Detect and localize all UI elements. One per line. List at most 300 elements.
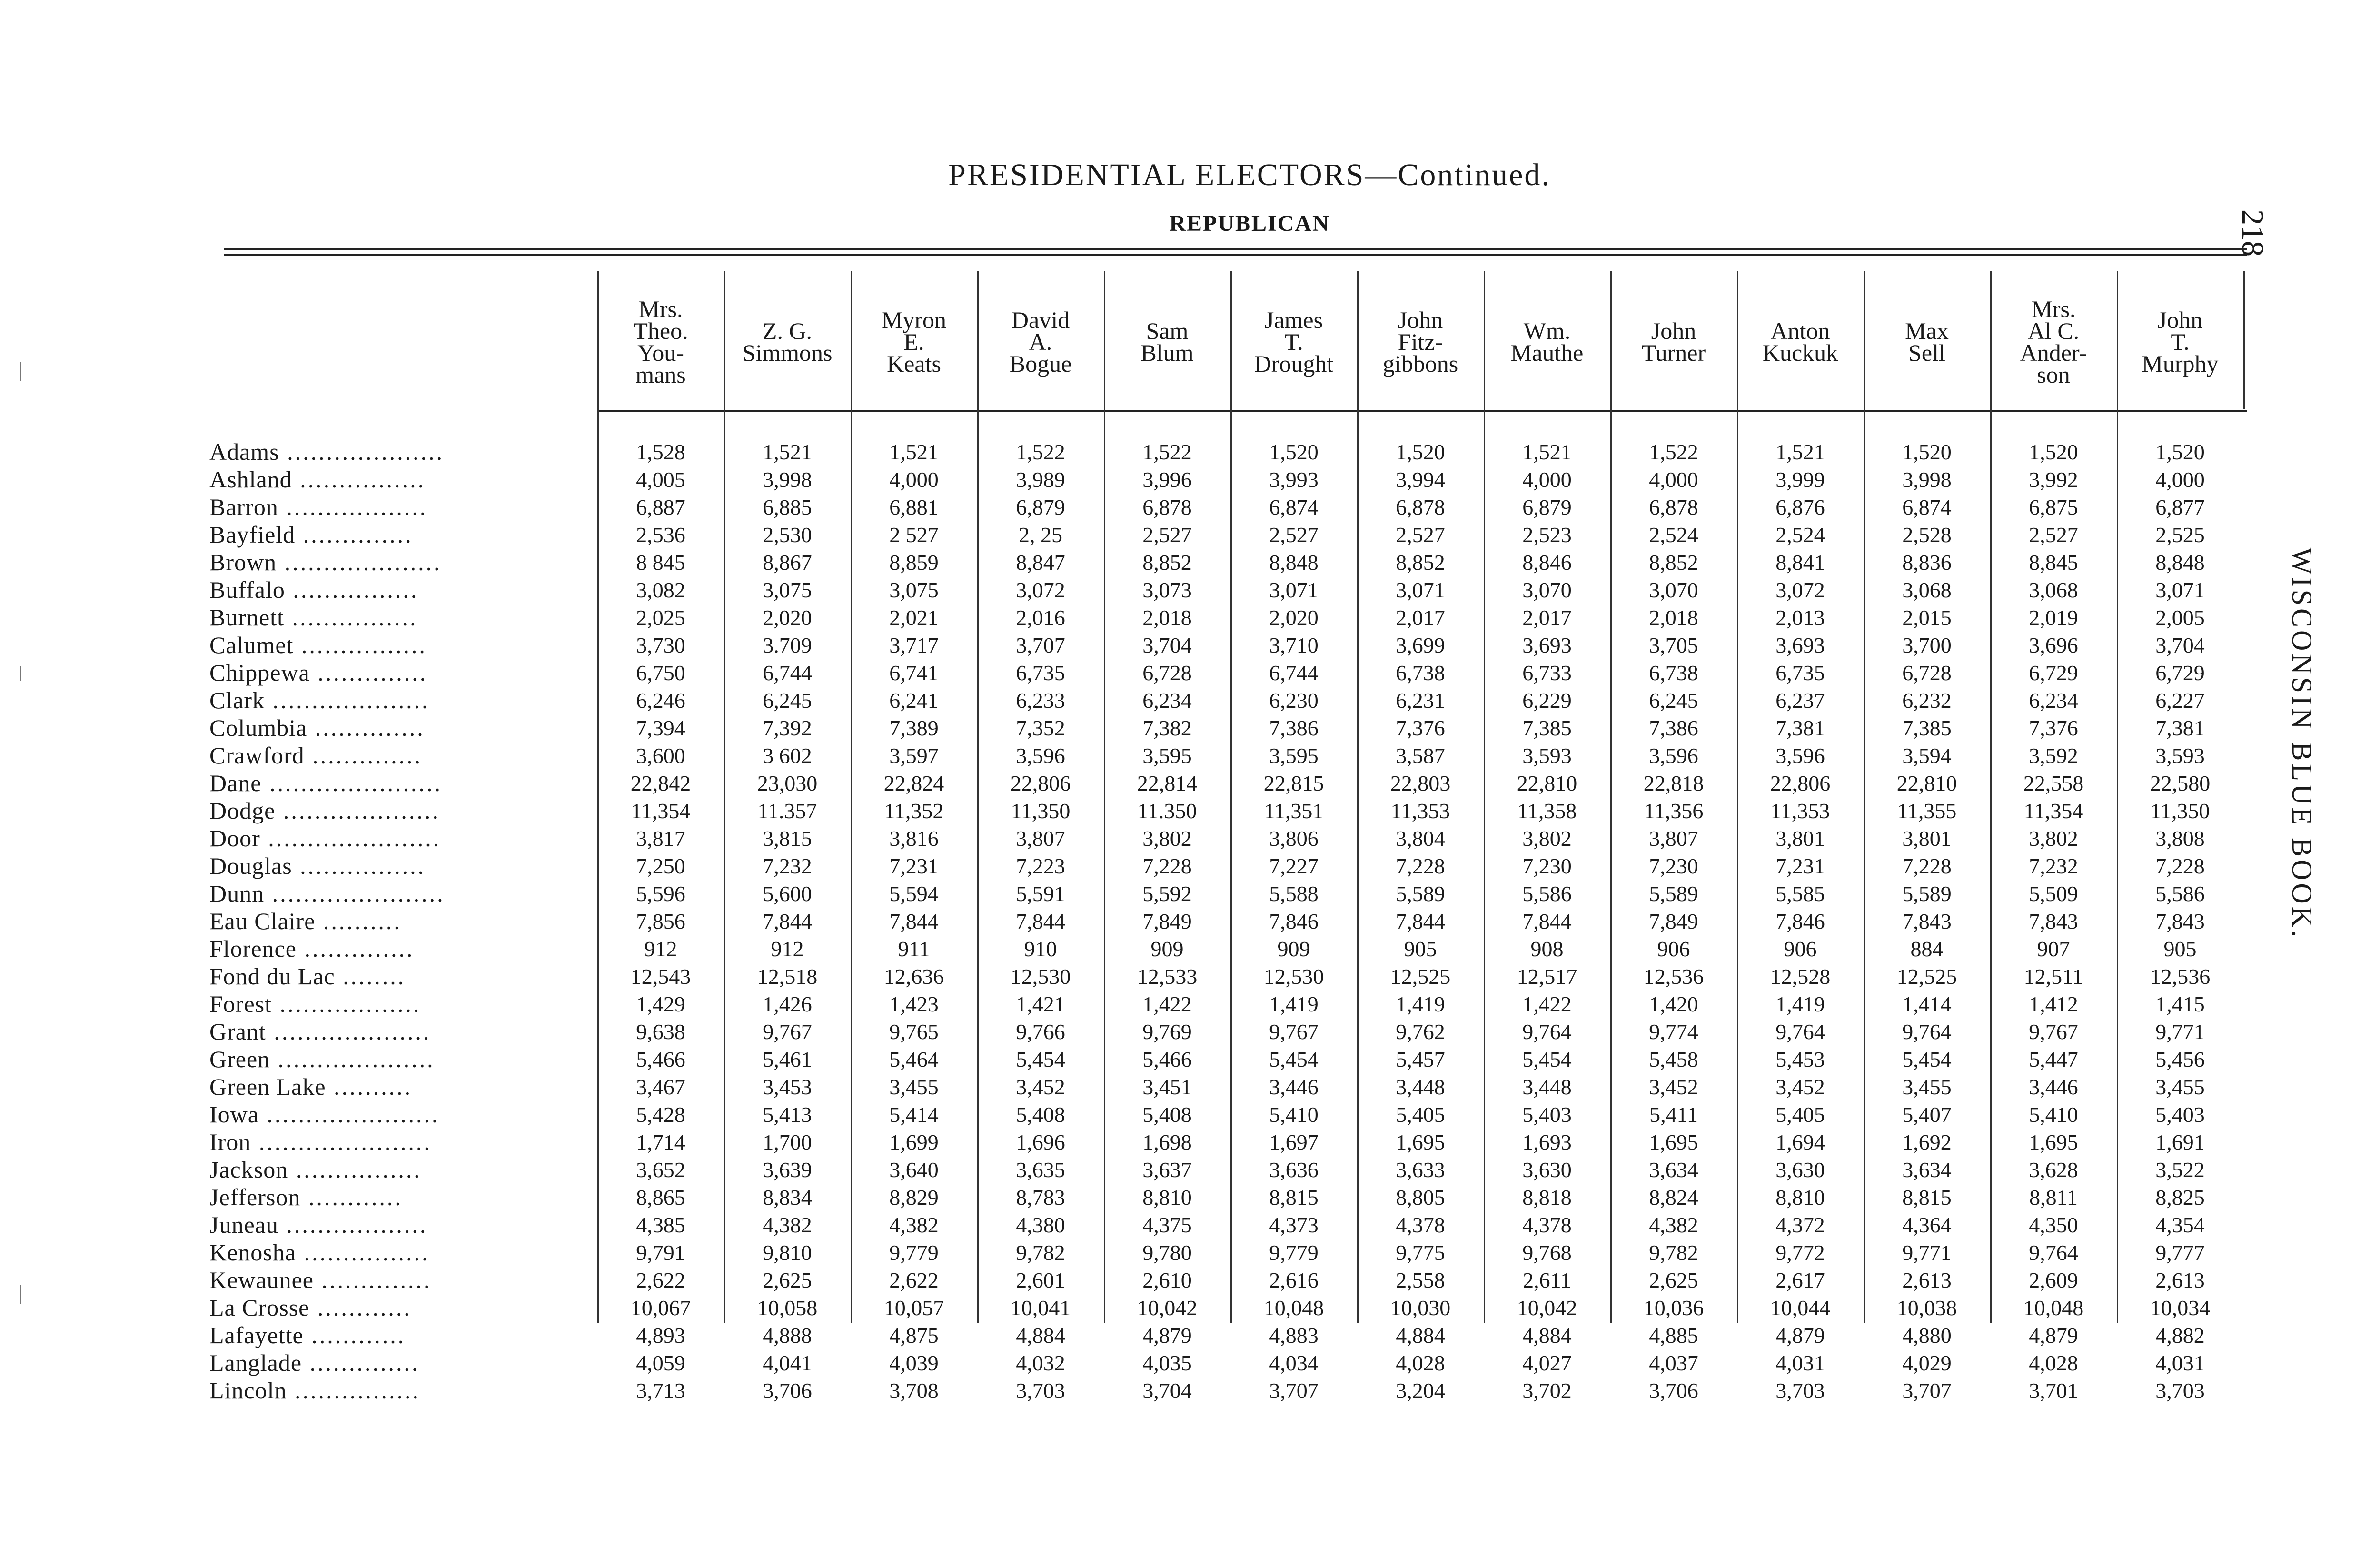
vote-count: 3,816 <box>889 826 939 851</box>
vote-count: 3,446 <box>1269 1074 1319 1099</box>
vote-count: 2,015 <box>1902 605 1952 630</box>
vote-count: 2,622 <box>636 1268 685 1292</box>
vote-count: 8,836 <box>1902 550 1952 575</box>
vote-count: 5,411 <box>1649 1102 1698 1127</box>
vote-count: 3 602 <box>763 743 812 768</box>
vote-count: 6,879 <box>1522 495 1572 519</box>
vote-count: 4,364 <box>1902 1212 1952 1237</box>
vote-count: 3,808 <box>2155 826 2205 851</box>
vote-count: 2,020 <box>1269 605 1319 630</box>
vote-count: 4,382 <box>889 1212 939 1237</box>
vote-count: 2,017 <box>1522 605 1572 630</box>
vote-count: 7,844 <box>889 909 939 933</box>
column-header-label: Mrs. Theo. You- mans <box>633 296 688 388</box>
vote-count: 3,703 <box>2155 1378 2205 1403</box>
vote-count: 3,713 <box>636 1378 685 1403</box>
vote-count: 6,744 <box>1269 660 1319 685</box>
vote-count: 7,231 <box>889 853 939 878</box>
vote-count: 3,068 <box>2029 577 2078 602</box>
vote-count: 6,234 <box>1142 688 1192 713</box>
vote-count: 4,000 <box>889 467 939 492</box>
leader-dots: .................... <box>277 549 442 575</box>
table-row <box>209 1377 2243 1404</box>
vote-count: 3,802 <box>1522 826 1572 851</box>
vote-count: 12,543 <box>630 964 691 989</box>
table-row <box>209 1266 2243 1294</box>
vote-count: 2,016 <box>1016 605 1065 630</box>
vote-count: 3,595 <box>1269 743 1319 768</box>
vote-count: 5,453 <box>1775 1047 1825 1071</box>
vote-count: 23,030 <box>757 771 818 795</box>
vote-count: 2,610 <box>1142 1268 1192 1292</box>
vote-count: 9,782 <box>1649 1240 1698 1265</box>
leader-dots: .................... <box>279 438 445 465</box>
county-label: Jefferson <box>209 1184 301 1210</box>
vote-count: 1,412 <box>2029 991 2078 1016</box>
vote-count: 3,522 <box>2155 1157 2205 1182</box>
vote-count: 2,617 <box>1775 1268 1825 1292</box>
vote-count: 2,625 <box>1649 1268 1698 1292</box>
table-row <box>209 880 2243 907</box>
vote-count: 907 <box>2037 936 2070 961</box>
county-label: Florence <box>209 935 297 962</box>
column-header-label: Anton Kuckuk <box>1762 317 1838 366</box>
vote-count: 1,691 <box>2155 1130 2205 1154</box>
vote-count: 10,057 <box>883 1295 944 1320</box>
vote-count: 2, 25 <box>1019 522 1062 547</box>
table-row <box>209 548 2243 576</box>
vote-count: 10,042 <box>1517 1295 1577 1320</box>
vote-count: 10,058 <box>757 1295 818 1320</box>
vote-count: 1,426 <box>763 991 812 1016</box>
vote-count: 4,893 <box>636 1323 685 1348</box>
vote-count: 5,591 <box>1016 881 1065 906</box>
vote-count: 5,403 <box>1522 1102 1572 1127</box>
vote-count: 3,707 <box>1269 1378 1319 1403</box>
county-name <box>209 962 597 990</box>
vote-count: 4,372 <box>1775 1212 1825 1237</box>
vote-count: 3,993 <box>1269 467 1319 492</box>
vote-count: 4,875 <box>889 1323 939 1348</box>
leader-dots: .................... <box>270 1046 435 1072</box>
vote-count: 2,616 <box>1269 1268 1319 1292</box>
vote-count: 3,448 <box>1396 1074 1445 1099</box>
vote-count: 6,241 <box>889 688 939 713</box>
leader-dots: ............ <box>309 1294 412 1321</box>
vote-count: 5,408 <box>1016 1102 1065 1127</box>
vote-count: 7,394 <box>636 715 685 740</box>
vote-count: 6,881 <box>889 495 939 519</box>
vote-count: 6,750 <box>636 660 685 685</box>
vote-count: 4,385 <box>636 1212 685 1237</box>
vote-count: 22,818 <box>1643 771 1704 795</box>
electors-table <box>209 438 2243 1404</box>
vote-count: 6,733 <box>1522 660 1572 685</box>
vote-count: 7,232 <box>763 853 812 878</box>
vote-count: 5,428 <box>636 1102 685 1127</box>
vote-count: 3,467 <box>636 1074 685 1099</box>
vote-count: 4,888 <box>763 1323 812 1348</box>
county-label: Crawford <box>209 742 305 769</box>
vote-count: 3,730 <box>636 633 685 657</box>
vote-count: 3,693 <box>1522 633 1572 657</box>
vote-count: 22,803 <box>1390 771 1451 795</box>
page-edge-mark <box>20 666 21 681</box>
vote-count: 906 <box>1657 936 1690 961</box>
leader-dots: .............. <box>304 742 423 769</box>
vote-count: 3,710 <box>1269 633 1319 657</box>
leader-dots: ................ <box>292 852 426 879</box>
vote-count: 5,589 <box>1649 881 1698 906</box>
vote-count: 3,708 <box>889 1378 939 1403</box>
table-row <box>209 907 2243 935</box>
vote-count: 10,048 <box>2023 1295 2084 1320</box>
vote-count: 3,717 <box>889 633 939 657</box>
vote-count: 12,517 <box>1517 964 1577 989</box>
vote-count: 8,834 <box>763 1185 812 1209</box>
page-title: PRESIDENTIAL ELECTORS—Continued. <box>948 158 1551 192</box>
vote-count: 7,352 <box>1016 715 1065 740</box>
vote-count: 7,228 <box>1142 853 1192 878</box>
vote-count: 3,071 <box>2155 577 2205 602</box>
vote-count: 3,703 <box>1775 1378 1825 1403</box>
vote-count: 4,879 <box>1775 1323 1825 1348</box>
county-name <box>209 797 597 824</box>
county-name <box>209 1211 597 1239</box>
vote-count: 3,801 <box>1775 826 1825 851</box>
county-name <box>209 686 597 714</box>
vote-count: 3,452 <box>1775 1074 1825 1099</box>
vote-count: 7,856 <box>636 909 685 933</box>
county-name <box>209 1294 597 1321</box>
county-name <box>209 935 597 962</box>
vote-count: 9,762 <box>1396 1019 1445 1044</box>
vote-count: 1,422 <box>1522 991 1572 1016</box>
vote-count: 6,887 <box>636 495 685 519</box>
vote-count: 8,783 <box>1016 1185 1065 1209</box>
vote-count: 8,865 <box>636 1185 685 1209</box>
vote-count: 7,230 <box>1649 853 1698 878</box>
vote-count: 5,407 <box>1902 1102 1952 1127</box>
vote-count: 909 <box>1150 936 1184 961</box>
vote-count: 1,521 <box>763 439 812 464</box>
leader-dots: .............. <box>296 935 415 962</box>
column-header <box>1230 280 1357 404</box>
vote-count: 5,586 <box>1522 881 1572 906</box>
vote-count: 12,518 <box>757 964 818 989</box>
vote-count: 4,884 <box>1016 1323 1065 1348</box>
vote-count: 5,403 <box>2155 1102 2205 1127</box>
vote-count: 1,419 <box>1396 991 1445 1016</box>
vote-count: 3,072 <box>1775 577 1825 602</box>
vote-count: 7,232 <box>2029 853 2078 878</box>
vote-count: 1,520 <box>2155 439 2205 464</box>
table-row <box>209 1349 2243 1377</box>
vote-count: 1,421 <box>1016 991 1065 1016</box>
vote-count: 11,354 <box>631 798 691 823</box>
vote-count: 11,353 <box>1770 798 1830 823</box>
vote-count: 3,704 <box>2155 633 2205 657</box>
vote-count: 12,525 <box>1896 964 1957 989</box>
county-label: Burnett <box>209 604 284 631</box>
county-name <box>209 769 597 797</box>
vote-count: 3,996 <box>1142 467 1192 492</box>
vote-count: 11,351 <box>1264 798 1324 823</box>
vote-count: 4,373 <box>1269 1212 1319 1237</box>
vote-count: 6,233 <box>1016 688 1065 713</box>
vote-count: 3,628 <box>2029 1157 2078 1182</box>
vote-count: 7,846 <box>1775 909 1825 933</box>
column-header-label: Wm. Mauthe <box>1510 317 1584 366</box>
vote-count: 6,229 <box>1522 688 1572 713</box>
vote-count: 8,818 <box>1522 1185 1572 1209</box>
vote-count: 9,638 <box>636 1019 685 1044</box>
county-name <box>209 1156 597 1183</box>
vote-count: 908 <box>1530 936 1564 961</box>
vote-count: 3,817 <box>636 826 685 851</box>
vote-count: 3,448 <box>1522 1074 1572 1099</box>
vote-count: 2,527 <box>1396 522 1445 547</box>
vote-count: 2,622 <box>889 1268 939 1292</box>
vote-count: 11.357 <box>757 798 817 823</box>
vote-count: 9,767 <box>763 1019 812 1044</box>
vote-count: 7,381 <box>1775 715 1825 740</box>
vote-count: 9,768 <box>1522 1240 1572 1265</box>
county-name <box>209 631 597 659</box>
column-header-label: David A. Bogue <box>1009 307 1072 377</box>
vote-count: 1,695 <box>2029 1130 2078 1154</box>
vote-count: 3,596 <box>1775 743 1825 768</box>
vote-count: 4,885 <box>1649 1323 1698 1348</box>
vote-count: 3,807 <box>1649 826 1698 851</box>
vote-count: 5,464 <box>889 1047 939 1071</box>
vote-count: 6,728 <box>1142 660 1192 685</box>
leader-dots: ................ <box>284 604 418 631</box>
vote-count: 9,774 <box>1649 1019 1698 1044</box>
vote-count: 8,811 <box>2029 1185 2078 1209</box>
vote-count: 7,392 <box>763 715 812 740</box>
vote-count: 3,630 <box>1522 1157 1572 1182</box>
leader-dots: ............ <box>303 1322 406 1348</box>
vote-count: 1,693 <box>1522 1130 1572 1154</box>
vote-count: 8,848 <box>1269 550 1319 575</box>
county-label: Ashland <box>209 466 292 493</box>
vote-count: 7,843 <box>2155 909 2205 933</box>
county-label: Lafayette <box>209 1322 304 1348</box>
page-edge-mark <box>20 1285 21 1304</box>
vote-count: 5,594 <box>889 881 939 906</box>
leader-dots: .......... <box>326 1073 413 1100</box>
county-label: Forest <box>209 991 272 1017</box>
vote-count: 4,382 <box>763 1212 812 1237</box>
vote-count: 5,405 <box>1775 1102 1825 1127</box>
vote-count: 10,044 <box>1770 1295 1831 1320</box>
vote-count: 8,845 <box>2029 550 2078 575</box>
vote-count: 1,422 <box>1142 991 1192 1016</box>
vote-count: 3,072 <box>1016 577 1065 602</box>
vote-count: 3,989 <box>1016 467 1065 492</box>
vote-count: 1,520 <box>1396 439 1445 464</box>
vote-count: 3,700 <box>1902 633 1952 657</box>
vote-count: 4,380 <box>1016 1212 1065 1237</box>
vote-count: 1,419 <box>1775 991 1825 1016</box>
vote-count: 3,596 <box>1649 743 1698 768</box>
vote-count: 4,000 <box>1649 467 1698 492</box>
vote-count: 7,223 <box>1016 853 1065 878</box>
county-name <box>209 659 597 686</box>
county-label: Kenosha <box>209 1239 296 1266</box>
vote-count: 1,420 <box>1649 991 1698 1016</box>
vote-count: 3,453 <box>763 1074 812 1099</box>
vote-count: 1,521 <box>1522 439 1572 464</box>
vote-count: 3,630 <box>1775 1157 1825 1182</box>
county-label: Juneau <box>209 1211 278 1238</box>
vote-count: 22,842 <box>630 771 691 795</box>
vote-count: 3,075 <box>763 577 812 602</box>
vote-count: 3,452 <box>1016 1074 1065 1099</box>
leader-dots: ................ <box>287 1377 421 1404</box>
county-name <box>209 604 597 631</box>
vote-count: 4,039 <box>889 1350 939 1375</box>
vote-count: 22,810 <box>1517 771 1577 795</box>
vote-count: 8,825 <box>2155 1185 2205 1209</box>
column-header-label: John Turner <box>1641 317 1706 366</box>
vote-count: 2,528 <box>1902 522 1952 547</box>
leader-dots: ...................... <box>261 770 442 796</box>
vote-count: 3,702 <box>1522 1378 1572 1403</box>
column-header <box>1610 280 1737 404</box>
vote-count: 2,021 <box>889 605 939 630</box>
vote-count: 1,698 <box>1142 1130 1192 1154</box>
county-label: Brown <box>209 549 277 575</box>
vote-count: 22,558 <box>2023 771 2084 795</box>
county-name <box>209 880 597 907</box>
column-header-label: Sam Blum <box>1140 317 1194 366</box>
table-row <box>209 714 2243 742</box>
vote-count: 8,829 <box>889 1185 939 1209</box>
vote-count: 1,429 <box>636 991 685 1016</box>
vote-count: 2,611 <box>1523 1268 1571 1292</box>
leader-dots: .............. <box>302 1349 420 1376</box>
vote-count: 6,230 <box>1269 688 1319 713</box>
page-number: 218 <box>2235 209 2270 257</box>
vote-count: 6,738 <box>1396 660 1445 685</box>
county-name <box>209 438 597 466</box>
vote-count: 4,883 <box>1269 1323 1319 1348</box>
leader-dots: .................. <box>272 991 421 1017</box>
table-row <box>209 1156 2243 1183</box>
vote-count: 22,824 <box>883 771 944 795</box>
vote-count: 8,867 <box>763 550 812 575</box>
vote-count: 3,999 <box>1775 467 1825 492</box>
vote-count: 10,030 <box>1390 1295 1451 1320</box>
vote-count: 2,525 <box>2155 522 2205 547</box>
vote-count: 3,704 <box>1142 633 1192 657</box>
vote-count: 7,849 <box>1649 909 1698 933</box>
vote-count: 9,767 <box>2029 1019 2078 1044</box>
table-row <box>209 797 2243 824</box>
vote-count: 884 <box>1910 936 1944 961</box>
vote-count: 12,530 <box>1010 964 1071 989</box>
county-name <box>209 1128 597 1156</box>
vote-count: 1,520 <box>1269 439 1319 464</box>
vote-count: 2,527 <box>1269 522 1319 547</box>
table-row <box>209 521 2243 548</box>
county-name <box>209 742 597 769</box>
county-label: Langlade <box>209 1349 302 1376</box>
county-label: Dodge <box>209 797 276 824</box>
vote-count: 7,844 <box>763 909 812 933</box>
vote-count: 11,350 <box>2150 798 2210 823</box>
vote-count: 3,699 <box>1396 633 1445 657</box>
column-header-label: Mrs. Al C. Ander- son <box>2020 296 2087 388</box>
vote-count: 10,067 <box>630 1295 691 1320</box>
vote-count: 10,041 <box>1010 1295 1071 1320</box>
leader-dots: .......... <box>315 908 402 934</box>
vote-count: 3,806 <box>1269 826 1319 851</box>
table-row <box>209 935 2243 962</box>
vote-count: 1,414 <box>1902 991 1952 1016</box>
table-row <box>209 1294 2243 1321</box>
vote-count: 2,530 <box>763 522 812 547</box>
vote-count: 4,382 <box>1649 1212 1698 1237</box>
vote-count: 1,695 <box>1396 1130 1445 1154</box>
county-label: Adams <box>209 438 279 465</box>
vote-count: 9,771 <box>1902 1240 1952 1265</box>
leader-dots: ................ <box>292 466 426 493</box>
vote-count: 2,524 <box>1775 522 1825 547</box>
leader-dots: .............. <box>314 1267 432 1293</box>
vote-count: 5,410 <box>2029 1102 2078 1127</box>
leader-dots: ................ <box>288 1156 422 1183</box>
county-label: Iowa <box>209 1101 259 1128</box>
vote-count: 4,000 <box>1522 467 1572 492</box>
vote-count: 2,609 <box>2029 1268 2078 1292</box>
vote-count: 912 <box>771 936 804 961</box>
vote-count: 5,466 <box>636 1047 685 1071</box>
running-head: WISCONSIN BLUE BOOK. <box>2286 547 2318 940</box>
vote-count: 9,764 <box>1522 1019 1572 1044</box>
leader-dots: ................ <box>285 576 419 603</box>
vote-count: 7,381 <box>2155 715 2205 740</box>
vote-count: 1,419 <box>1269 991 1319 1016</box>
vote-count: 905 <box>2163 936 2197 961</box>
vote-count: 11,353 <box>1390 798 1450 823</box>
column-header <box>597 280 724 404</box>
vote-count: 8 845 <box>636 550 685 575</box>
vote-count: 6,245 <box>1649 688 1698 713</box>
vote-count: 5,456 <box>2155 1047 2205 1071</box>
vote-count: 4,059 <box>636 1350 685 1375</box>
table-row <box>209 438 2243 466</box>
vote-count: 3,452 <box>1649 1074 1698 1099</box>
county-label: Lincoln <box>209 1377 287 1404</box>
vote-count: 4,884 <box>1396 1323 1445 1348</box>
vote-count: 4,037 <box>1649 1350 1698 1375</box>
vote-count: 3,639 <box>763 1157 812 1182</box>
vote-count: 3,693 <box>1775 633 1825 657</box>
vote-count: 3,802 <box>1142 826 1192 851</box>
vote-count: 12,528 <box>1770 964 1831 989</box>
vote-count: 10,038 <box>1896 1295 1957 1320</box>
table-row <box>209 962 2243 990</box>
vote-count: 6,245 <box>763 688 812 713</box>
vote-count: 3.709 <box>763 633 812 657</box>
county-name <box>209 1183 597 1211</box>
vote-count: 3,801 <box>1902 826 1952 851</box>
leader-dots: ............ <box>300 1184 403 1210</box>
vote-count: 6,231 <box>1396 688 1445 713</box>
